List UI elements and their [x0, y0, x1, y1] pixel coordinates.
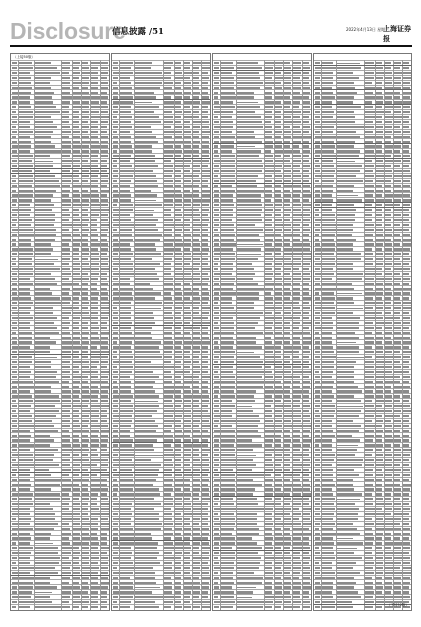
- table-cell-text: [221, 606, 233, 608]
- section-rule: [314, 158, 411, 159]
- table-cell-text: [275, 606, 281, 608]
- table-cell-text: [19, 606, 30, 608]
- table-cell-text: [237, 606, 263, 608]
- table-cell-text: [193, 606, 200, 608]
- table-row: [112, 604, 210, 609]
- section-rule: [314, 207, 411, 208]
- table-cell-text: [82, 606, 88, 608]
- section-rule: [314, 202, 411, 203]
- section-rule: [11, 168, 109, 169]
- table-cell-text: [303, 606, 310, 608]
- table-column-4: [313, 53, 412, 611]
- section-rule: [213, 550, 311, 551]
- section-rule: [11, 173, 109, 174]
- table-cell-text: [293, 606, 300, 608]
- section-rule: [213, 143, 311, 144]
- section-rule: [112, 325, 210, 326]
- continued-from-caption: （上接50版）: [13, 55, 35, 59]
- table-cell-text: [184, 606, 191, 608]
- section-rule: [11, 575, 109, 576]
- table-cell-text: [135, 606, 159, 608]
- table-cell-text: [175, 606, 182, 608]
- section-rule: [213, 496, 311, 497]
- page-header: [10, 17, 412, 47]
- header-rule: [10, 45, 412, 47]
- table-cell-text: [101, 606, 107, 608]
- table-cell-text: [73, 606, 79, 608]
- table-cell-text: [365, 606, 373, 608]
- table-cell-text: [62, 606, 70, 608]
- table-row: [11, 604, 109, 609]
- table-column-3: [212, 53, 312, 611]
- issue-date: 2022年4月13日 星期三: [346, 27, 390, 32]
- section-rule: [213, 472, 311, 473]
- table-cell-text: [91, 606, 98, 608]
- table-cell-text: [376, 606, 382, 608]
- section-rule: [11, 354, 109, 355]
- table-cell-text: [322, 606, 335, 608]
- section-rule: [112, 442, 210, 443]
- section-rule: [314, 104, 411, 105]
- table-rows: [11, 60, 109, 610]
- section-rule: [112, 158, 210, 159]
- section-rule: [213, 364, 311, 365]
- newspaper-logo: 上海证券报: [383, 24, 411, 43]
- table-rows: [112, 60, 210, 610]
- masthead: Disclosure: [10, 18, 126, 44]
- table-column-2: [111, 53, 211, 611]
- section-rule: [112, 99, 210, 100]
- continued-on-tag: （下转52版）: [387, 603, 409, 607]
- table-cell-text: [35, 606, 61, 608]
- section-rule: [314, 65, 411, 66]
- section-rule: [11, 472, 109, 473]
- section-rule: [112, 540, 210, 541]
- section-rule: [213, 183, 311, 184]
- table-cell-text: [164, 606, 171, 608]
- section-rule: [213, 70, 311, 71]
- table-cell-text: [214, 606, 219, 608]
- section-rule: [314, 143, 411, 144]
- table-cell-text: [12, 606, 16, 608]
- section-rule: [112, 472, 210, 473]
- table-cell-text: [315, 606, 320, 608]
- table-cell-text: [284, 606, 292, 608]
- table-cell-text: [113, 606, 118, 608]
- section-title: 信息披露 /51: [112, 27, 164, 37]
- disclosure-tables: [10, 53, 412, 611]
- table-row: [213, 604, 311, 609]
- table-cell-text: [120, 606, 130, 608]
- table-column-1: [10, 53, 110, 611]
- table-cell-text: [337, 606, 353, 608]
- table-cell-text: [265, 606, 272, 608]
- section-rule: [314, 89, 411, 90]
- table-cell-text: [202, 606, 210, 608]
